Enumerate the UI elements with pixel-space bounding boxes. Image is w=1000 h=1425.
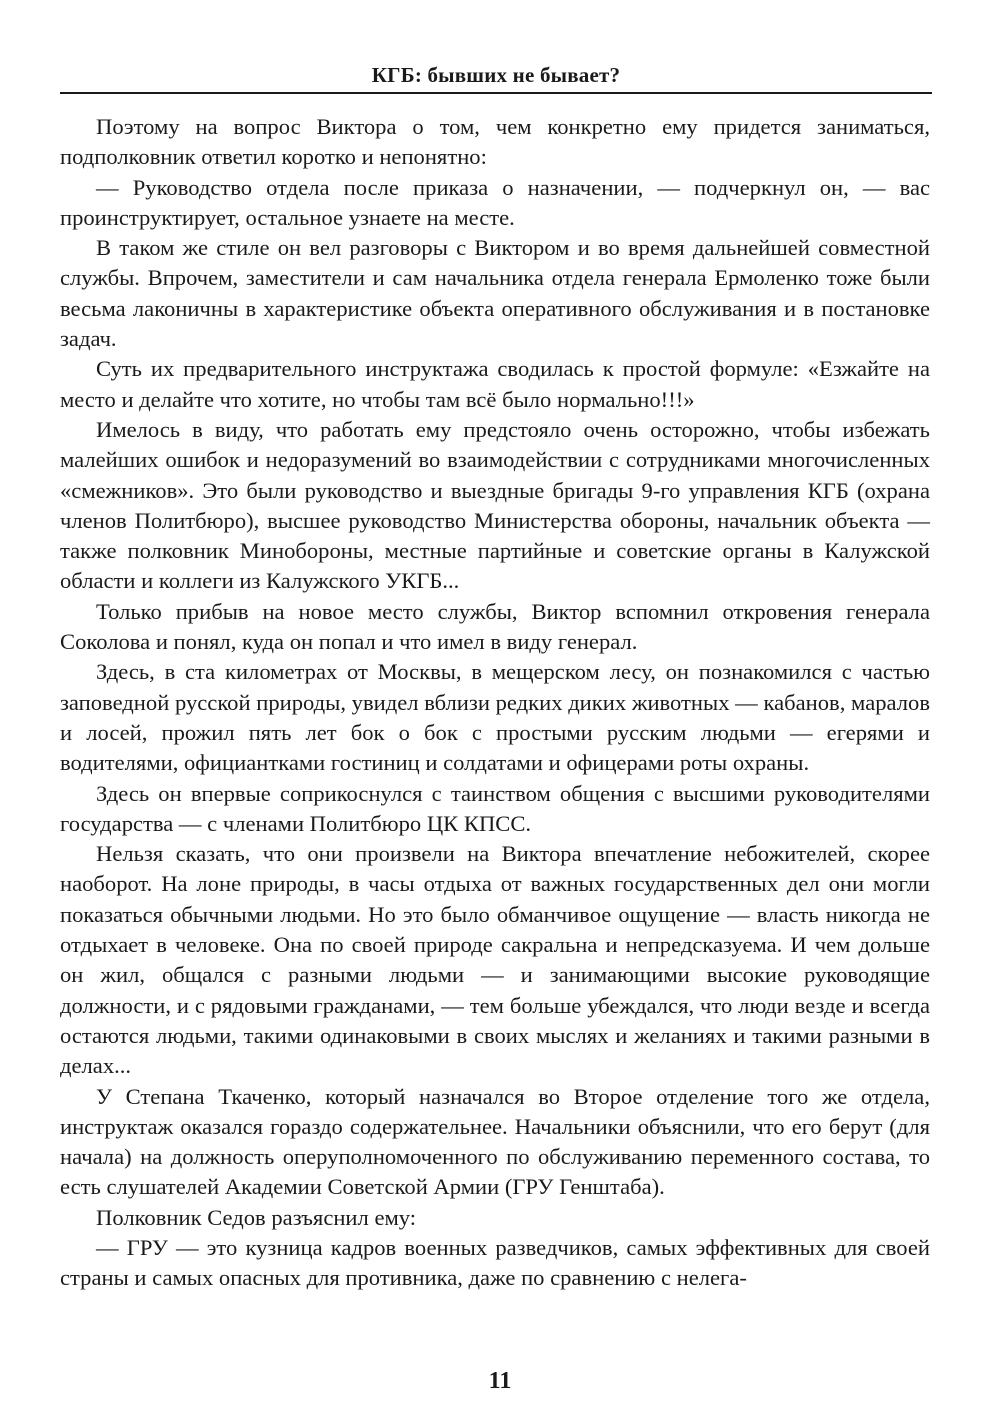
paragraph-10: У Степана Ткаченко, который назначался во Второе отделение того же отдела, инструктаж оказался гораздо содержательнее. Начальники объяснили, что его берут (для начала) на должность оперуполномоченного по обслуживанию переменного состава, то есть слушателей Академии Советской Армии (ГРУ Генштаба). bbox=[60, 1083, 930, 1200]
paragraph-9: Нельзя сказать, что они произвели на Виктора впечатление небожителей, скорее наоборот. На лоне природы, в часы отдыха от важных государственных дел они могли показаться обычными людьми. Но это было обманчивое ощущение — власть никогда не отдыхает в человеке. Она по своей природе сакральна и непредсказуема. И чем дольше он жил, общался с разными людьми — и занимающими высокие руководящие должности, и с рядовыми гражданами, — тем больше убеждался, что люди везде и всегда остаются людьми, такими одинаковыми в своих мыслях и желаниях и такими разными в делах... bbox=[60, 841, 930, 1079]
paragraph-5: Имелось в виду, что работать ему предстояло очень осторожно, чтобы избежать малейших ошибок и недоразумений во взаимодействии с сотрудниками многочисленных «смежников». Это были руководство и выездные бригады 9-го управления КГБ (охрана членов Политбюро), высшее руководство Министерства обороны, начальник объекта — также полковник Минобороны, местные партийные и советские органы в Калужской области и коллеги из Калужского УКГБ... bbox=[60, 416, 930, 594]
running-header bbox=[60, 60, 932, 94]
paragraph-4: Суть их предварительного инструктажа сводилась к простой формуле: «Езжайте на место и делайте что хотите, но чтобы там всё было нормально!!!» bbox=[60, 356, 930, 412]
paragraph-8: Здесь он впервые соприкоснулся с таинством общения с высшими руководителями государства — с членами Политбюро ЦК КПСС. bbox=[60, 780, 930, 836]
running-header-title: КГБ: бывших не бывает? bbox=[371, 63, 621, 87]
paragraph-2: — Руководство отдела после приказа о назначении, — подчеркнул он, — вас проинструктирует, остальное узнаете на месте. bbox=[60, 174, 930, 230]
paragraph-3: В таком же стиле он вел разговоры с Виктором и во время дальнейшей совместной службы. Впрочем, заместители и сам начальника отдела генерала Ермоленко тоже были весьма лаконичны в характеристике объекта оперативного обслуживания и в постановке задач. bbox=[60, 235, 930, 352]
body-text bbox=[60, 112, 930, 1294]
page-number: 11 bbox=[488, 1368, 512, 1394]
paragraph-6: Только прибыв на новое место службы, Виктор вспомнил откровения генерала Соколова и понял, куда он попал и что имел в виду генерал. bbox=[60, 598, 930, 655]
paragraph-1: Поэтому на вопрос Виктора о том, чем конкретно ему придется заниматься, подполковник ответил коротко и непонятно: bbox=[60, 114, 930, 170]
paragraph-12: — ГРУ — это кузница кадров военных разведчиков, самых эффективных для своей страны и самых опасных для противника, даже по сравнению с нелега- bbox=[60, 1234, 930, 1291]
paragraph-11: Полковник Седов разъяснил ему: bbox=[96, 1204, 417, 1230]
paragraph-7: Здесь, в ста километрах от Москвы, в мещерском лесу, он познакомился с частью заповедной русской природы, увидел вблизи редких диких животных — кабанов, маралов и лосей, прожил пять лет бок о бок с простыми русским людьми — егерями и водителями, официантками гостиниц и солдатами и офицерами роты охраны. bbox=[60, 659, 930, 776]
